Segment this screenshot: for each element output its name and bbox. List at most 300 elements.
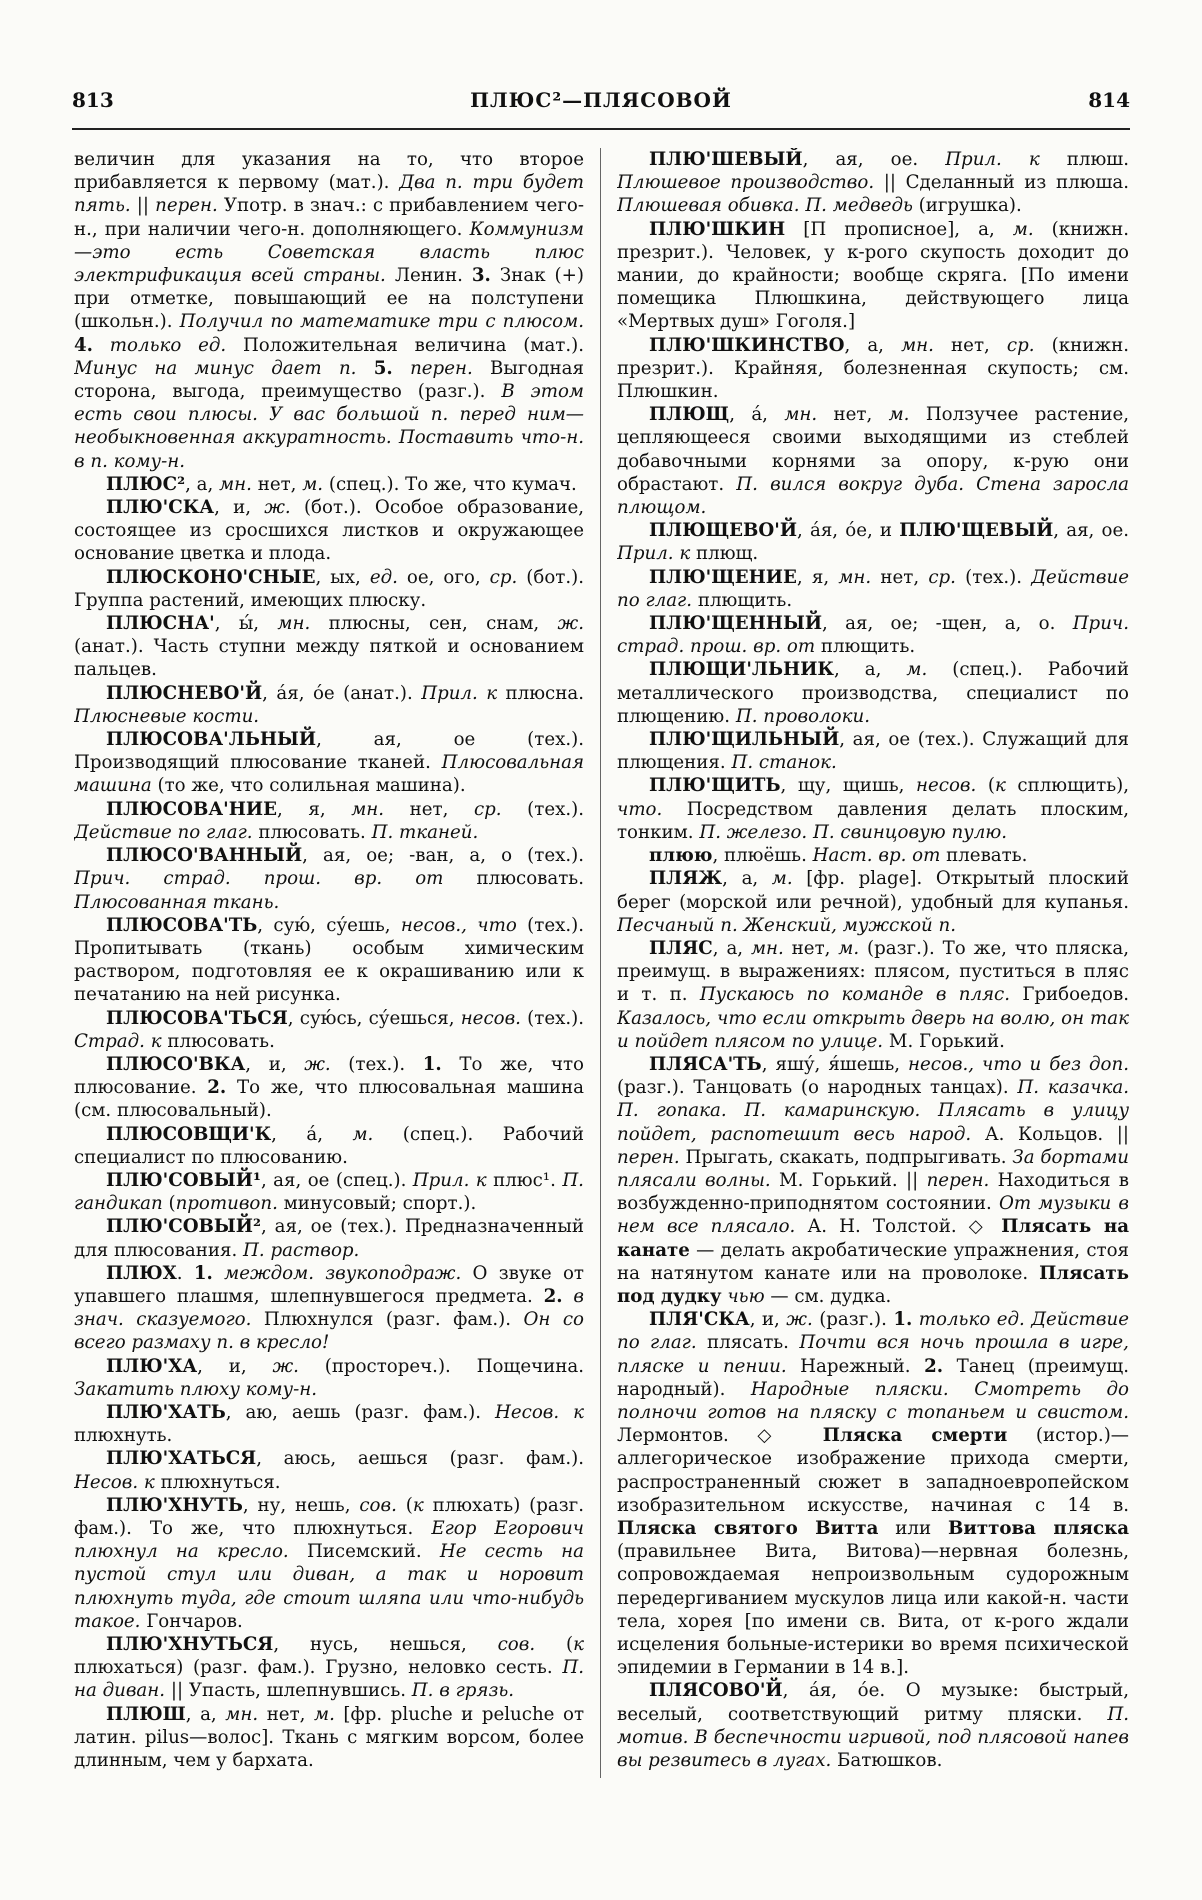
italic-text: перен. — [155, 195, 218, 217]
entry-text: , а́, — [271, 1123, 353, 1145]
headword: Плясать на канате — [617, 1216, 1129, 1261]
italic-text: П. раствор. — [243, 1239, 360, 1261]
entry-text: нет, — [258, 1703, 314, 1725]
entry-text: Нарежный. — [786, 1355, 925, 1377]
italic-text: ж. — [272, 1355, 299, 1377]
italic-text: П. гандикап — [74, 1169, 584, 1215]
right-column — [617, 148, 1129, 1868]
entry-text: , а́, — [729, 404, 785, 426]
dictionary-entry — [74, 1215, 584, 1261]
entry-text: , щу, щишь, — [780, 775, 917, 797]
entry-text: Находиться в возбужденно-приподнятом состоянии. — [617, 1169, 1129, 1215]
italic-text: несов., что — [400, 914, 517, 936]
entry-text: плюсовать. — [443, 868, 584, 890]
dictionary-entry — [74, 1447, 584, 1493]
dictionary-entry — [74, 612, 584, 682]
entry-text: ( — [976, 775, 995, 797]
entry-text: Ленин. — [385, 265, 472, 287]
entry-text: — делать акробатические упражнения, стоя на натянутом канате или на проволоке. — [617, 1239, 1129, 1284]
entry-text — [563, 1286, 574, 1307]
italic-text: сов. — [497, 1634, 536, 1655]
italic-text: мн. — [219, 473, 252, 495]
italic-text: перен. — [926, 1169, 990, 1191]
entry-text: , ая, ое. — [1053, 520, 1129, 542]
entry-text: , а́я, о́е, и — [797, 520, 900, 542]
italic-text: ж. — [557, 613, 584, 635]
italic-text: ср. — [489, 566, 518, 588]
entry-text: , а, — [185, 473, 220, 495]
entry-text: , а, — [185, 1703, 226, 1725]
italic-text: ср. — [928, 566, 956, 588]
italic-text: Несов. к — [495, 1401, 584, 1423]
italic-text: мн. — [277, 613, 311, 635]
dictionary-entry — [74, 1703, 584, 1773]
entry-text: (спец.). Рабочий специалист по плюсованию. — [74, 1123, 584, 1168]
italic-text: П. на диван. — [74, 1657, 584, 1702]
headword: ПЛЮ'ЩЕННЫЙ — [649, 613, 823, 635]
italic-text: м. — [771, 868, 793, 890]
entry-text: (спец.). То же, что кумач. — [323, 473, 577, 495]
italic-text: ж. — [264, 497, 291, 519]
entry-text: Знак (+) при отметке, повышающий ее на полступени (школьн.). — [74, 265, 584, 333]
entry-text: нет, — [817, 404, 889, 426]
dictionary-entry — [74, 682, 584, 728]
italic-text: ед. — [369, 566, 398, 588]
headword: ПЛЮСОВА'НИЕ — [106, 798, 277, 820]
entry-text: ое, ого, — [397, 566, 490, 588]
italic-text: П. железо. П. свинцовую пулю. — [699, 821, 1008, 843]
entry-text: То же, что плюсование. — [74, 1053, 584, 1099]
dictionary-entry — [617, 403, 1129, 519]
italic-text: мн. — [901, 334, 934, 356]
entry-text: плюсовать. — [161, 1030, 275, 1052]
entry-text: . — [176, 1262, 194, 1284]
italic-text: перен. — [410, 357, 473, 379]
dictionary-entry — [74, 1053, 584, 1123]
headword: ПЛЯЖ — [649, 868, 723, 890]
dictionary-entry — [74, 1169, 584, 1215]
entry-text: (тех.). — [955, 566, 1032, 588]
entry-text: плющ. — [690, 543, 759, 565]
entry-text: плющить. — [815, 636, 916, 658]
dictionary-entry — [617, 774, 1129, 844]
entry-text: (разг.). То же, что пляска, преимущ. в выражениях: плясом, пуститься в пляс и т. п. — [617, 937, 1129, 1006]
dictionary-entry — [617, 519, 1129, 565]
entry-text: , сую́, су́ешь, — [257, 914, 401, 936]
entry-text: , ая, ое; -щен, а, о. — [822, 613, 1073, 635]
entry-text: , а, — [722, 868, 772, 890]
entry-text: ( — [535, 1634, 574, 1655]
italic-text: Прил. к — [412, 1169, 487, 1191]
headword: ПЛЯСА'ТЬ — [649, 1053, 762, 1075]
headword: Пляска смерти — [822, 1425, 1008, 1447]
entry-text: (бот.). Группа растений, имеющих плюску. — [74, 566, 584, 611]
headword: 2. — [207, 1077, 227, 1099]
entry-text: Плюхнулся (разг. фам.). — [251, 1309, 524, 1331]
italic-text: П. мотив. В беспечности игривой, под плясовой напев вы резвитесь в лугах. — [617, 1703, 1129, 1772]
headword: ПЛЮСОВА'ЛЬНЫЙ — [106, 729, 317, 751]
entry-text: (игрушка). — [912, 195, 1022, 217]
italic-text: м. — [838, 937, 860, 959]
italic-text: м. — [352, 1123, 374, 1145]
entry-text: М. Горький. — [883, 1030, 1005, 1052]
italic-text: Пускаюсь по команде в пляс. — [699, 984, 1011, 1006]
italic-text: Прич. страд. прош. вр. от — [74, 868, 444, 890]
page-number-right: 814 — [1088, 88, 1130, 112]
entry-text: [П прописное], а, — [785, 218, 1013, 240]
headword: ПЛЮ'ХА — [106, 1355, 198, 1377]
entry-text: (спец.). Рабочий металлического производства, специалист по плющению. — [617, 659, 1129, 727]
entry-text: || — [130, 195, 156, 217]
italic-text: ж. — [786, 1309, 813, 1331]
entry-text: Ползучее растение, цепляющееся своими выходящими из стеблей добавочными корнями за опору, к-рую они обрастают. — [617, 404, 1129, 495]
entry-text: Употр. в знач.: с прибавлением чего-н., при наличии чего-н. дополняющего. — [74, 195, 584, 240]
dictionary-entry — [74, 473, 584, 496]
dictionary-entry — [617, 218, 1129, 334]
dictionary-entry — [617, 658, 1129, 728]
entry-text: || Упасть, шлепнувшись. — [165, 1680, 412, 1702]
entry-text: (книжн. презрит.). Крайняя, болезненная скупость; см. Плюшкин. — [617, 334, 1129, 403]
dictionary-entry — [617, 844, 1129, 867]
dictionary-entry — [617, 148, 1129, 218]
headword: Виттова пляска — [948, 1517, 1129, 1539]
entry-text — [393, 358, 410, 379]
italic-text: Плюшевое производство. — [617, 172, 875, 194]
entry-text: Лермонтов. ◇ — [617, 1425, 823, 1447]
entry-text: Писемский. — [288, 1541, 440, 1563]
italic-text: чью — [727, 1285, 765, 1307]
entry-text: Положительная величина (мат.). — [226, 334, 584, 356]
headword: 3. — [471, 265, 491, 287]
headword: 2. — [543, 1285, 563, 1307]
headword: ПЛЮ'ЩИТЬ — [649, 775, 781, 797]
italic-text: только ед. Действие по глаг. — [617, 1309, 1129, 1354]
entry-text: , плюёшь. — [712, 845, 813, 867]
italic-text: Два п. три будет пять. — [74, 172, 584, 217]
headword: 1. — [893, 1309, 913, 1331]
italic-text: Плюсовальная машина — [74, 752, 584, 797]
entry-text: плюсовать. — [252, 821, 372, 843]
entry-text: ( — [396, 1494, 413, 1516]
italic-text: Прич. страд. прош. вр. от — [617, 613, 1129, 658]
entry-text: (простореч.). Пощечина. — [298, 1355, 584, 1377]
dictionary-entry — [617, 566, 1129, 612]
entry-text: Выгодная сторона, выгода, преимущество (разг.). — [74, 357, 584, 403]
column-divider — [600, 148, 601, 1778]
headword: ПЛЯ'СКА — [649, 1309, 750, 1331]
entry-text: величин для указания на то, что второе прибавляется к первому (мат.). — [74, 149, 584, 194]
entry-text: Грибоедов. — [1010, 984, 1129, 1006]
headword: ПЛЮЩИ'ЛЬНИК — [649, 659, 834, 681]
entry-text: , я, — [276, 798, 352, 820]
dictionary-entry — [617, 612, 1129, 658]
headword: ПЛЮ'ЩЕНИЕ — [649, 566, 797, 588]
entry-text: , и, — [197, 1355, 273, 1377]
headword: ПЛЮ'СОВЫЙ¹ — [106, 1169, 261, 1191]
italic-text: П. тканей. — [371, 821, 479, 843]
dictionary-entry — [617, 1308, 1129, 1679]
dictionary-entry — [74, 1401, 584, 1447]
entry-text: (анат.). Часть ступни между пяткой и основанием пальцев. — [74, 636, 584, 681]
entry-text: (истор.)—аллегорическое изображение прихода смерти, распространенный сюжет в западноевропейском изобразительном искусстве, начиная с 14 в. — [617, 1425, 1129, 1516]
italic-text: междом. звукоподраж. — [224, 1262, 462, 1284]
entry-text: , а, — [712, 937, 751, 959]
entry-continuation — [74, 148, 584, 473]
italic-text: П. станок. — [731, 752, 837, 774]
entry-text: , ы́, — [214, 613, 278, 635]
dictionary-entry — [617, 1679, 1129, 1772]
headword: ПЛЮЩЕВО'Й — [649, 520, 798, 542]
dictionary-entry — [74, 566, 584, 612]
entry-text: минусовый; спорт.). — [277, 1193, 477, 1215]
italic-text: мн. — [784, 404, 818, 426]
italic-text: Почти вся ночь прошла в игре, пляске и пении. — [617, 1332, 1129, 1377]
entry-text: , ая, ое (тех.). Служащий для плющения. — [617, 729, 1129, 774]
entry-text: плюс¹. — [486, 1169, 563, 1191]
italic-text: несов. — [916, 775, 977, 797]
entry-text: (бот.). Особое образование, состоящее из сросшихся листков и окружающее основание цветка и плода. — [74, 497, 584, 565]
entry-text: , а́я, о́е. О музыке: быстрый, веселый, соответствующий ритму пляски. — [617, 1680, 1129, 1725]
italic-text: противоп. — [175, 1193, 278, 1215]
headword: 1. — [422, 1053, 442, 1075]
italic-text: м. — [302, 473, 324, 495]
italic-text: м. — [1012, 218, 1034, 240]
italic-text: Егор Егорович плюхнул на кресло. — [74, 1517, 584, 1563]
entry-text: , и, — [245, 1053, 305, 1075]
headword: ПЛЮ'ХНУТЬСЯ — [106, 1634, 274, 1655]
headword: ПЛЮСНЕВО'Й — [106, 682, 263, 704]
italic-text: В этом есть свои плюсы. У вас большой п. перед ним—необыкновенная аккуратность. Поставить что-н. в п. кому-н. — [74, 381, 584, 472]
entry-text: (тех.). — [330, 1053, 423, 1075]
dictionary-entry — [74, 798, 584, 844]
entry-text: (тех.). — [501, 798, 584, 820]
entry-text: [фр. pluche и peluche от латин. pilus—волос]. Ткань с мягким ворсом, более длинным, чем у бархата. — [74, 1703, 584, 1772]
italic-text: Плюшевая обивка. П. медведь — [617, 195, 913, 217]
page-header — [72, 88, 1130, 128]
headword: ПЛЯС — [649, 937, 713, 959]
headword: ПЛЮ'ХНУТЬ — [106, 1494, 243, 1516]
entry-text: , ну, нешь, — [242, 1494, 360, 1516]
dictionary-entry — [74, 1123, 584, 1169]
headword: ПЛЮ'СКА — [106, 497, 215, 519]
entry-text: , а, — [833, 659, 907, 681]
dictionary-entry — [617, 1053, 1129, 1308]
entry-text: , нусь, нешься, — [273, 1634, 498, 1655]
dictionary-entry — [617, 937, 1129, 1053]
italic-text: несов. — [460, 1007, 521, 1029]
italic-text: в знач. сказуемого. — [74, 1285, 584, 1331]
italic-text: Народные пляски. Смотреть до полночи готов на пляску с топаньем и свистом. — [617, 1378, 1129, 1423]
dictionary-entry — [74, 496, 584, 566]
headword: ПЛЮСО'ВКА — [106, 1053, 246, 1075]
entry-text: , ая, ое (тех.). Производящий плюсование тканей. — [74, 729, 584, 774]
entry-text: (разг.). Танцовать (о народных танцах). — [617, 1077, 1018, 1099]
headword: ПЛЮ'ШЕВЫЙ — [649, 149, 803, 170]
italic-text: Минус на минус дает п. — [74, 357, 357, 379]
italic-text: м. — [888, 404, 910, 426]
headword: ПЛЮ'ХАТЬСЯ — [106, 1448, 257, 1470]
entry-text — [356, 358, 373, 379]
italic-text: ср. — [473, 798, 502, 820]
headword: ПЛЮСКОНО'СНЫЕ — [106, 566, 316, 588]
entry-text: , я, — [796, 566, 839, 588]
entry-text: (разг.). — [812, 1309, 894, 1331]
entry-text: , ая, ое; -ван, а, о (тех.). — [302, 845, 584, 867]
italic-text: мн. — [750, 937, 784, 959]
entry-text: плюхнуться. — [154, 1471, 281, 1493]
entry-text: , аю, аешь (разг. фам.). — [225, 1401, 496, 1423]
entry-text: , ая, ое. — [802, 149, 946, 170]
entry-text: плюхаться) (разг. фам.). Грузно, неловко сесть. — [74, 1657, 563, 1679]
entry-text: , аюсь, аешься (разг. фам.). — [256, 1448, 584, 1470]
italic-text: Плюсованная ткань. — [74, 891, 280, 913]
entry-text: , ых, — [315, 566, 370, 588]
italic-text: За бортами плясали волны. — [617, 1146, 1129, 1191]
headword: 4. — [74, 334, 93, 356]
headword: Плясать под дудку — [617, 1262, 1129, 1307]
headword: ПЛЮХ — [106, 1262, 177, 1284]
entry-text: нет, — [783, 937, 839, 959]
italic-text: мн. — [351, 798, 385, 820]
entry-text — [213, 1263, 224, 1284]
italic-text: к — [412, 1494, 424, 1516]
entry-text: или — [878, 1517, 948, 1539]
dictionary-entry — [617, 334, 1129, 404]
italic-text: м. — [906, 659, 928, 681]
entry-text: (правильнее Вита, Витова)—нервная болезнь, сопровождаемая непроизвольным судорожным передергиванием мускулов лица или какой-н. части тела, хорея [по имени св. Вита, от к-рого ждали исцеления больные-истерики во время психической эпидемии в Германии в 14 в.]. — [617, 1541, 1129, 1679]
running-title: ПЛЮС²—ПЛЯСОВОЙ — [470, 88, 732, 112]
entry-text: М. Горький. || — [770, 1169, 927, 1191]
entry-text: нет, — [384, 798, 474, 820]
entry-text: || Сделанный из плюша. — [874, 172, 1129, 194]
italic-text: От музыки в нем все плясало. — [617, 1193, 1129, 1238]
headword: ПЛЮЩ — [649, 404, 730, 426]
headword: 5. — [373, 357, 393, 379]
entry-text: нет, — [933, 334, 1007, 356]
entry-text: Батюшков. — [831, 1750, 943, 1772]
italic-text: Плюсневые кости. — [74, 705, 260, 727]
italic-text: к — [994, 775, 1006, 797]
headword: ПЛЮ'ШКИН — [649, 218, 786, 240]
italic-text: Страд. к — [74, 1030, 162, 1052]
headword: ПЛЮШ — [106, 1703, 186, 1725]
entry-text: (книжн. презрит.). Человек, у к-рого скупость доходит до мании, до крайности; вообще скряга. [По имени помещика Плюшкина, действующего лица «Мертвых душ» Гоголя.] — [617, 218, 1129, 333]
italic-text: только ед. — [109, 334, 227, 356]
entry-text: плющить. — [692, 589, 793, 611]
dictionary-entry — [74, 1494, 584, 1633]
italic-text: перен. — [617, 1146, 680, 1168]
entry-text: плюш. — [1039, 149, 1129, 170]
italic-text: Казалось, что если открыть дверь на волю, он так и пойдет плясом по улице. — [617, 1007, 1129, 1052]
italic-text: несов., что и без доп. — [908, 1053, 1129, 1075]
italic-text: Несов. к — [74, 1471, 155, 1493]
italic-text: Действие по глаг. — [74, 821, 253, 843]
italic-text: Прил. к — [421, 682, 498, 704]
italic-text: мн. — [838, 566, 872, 588]
headword: ПЛЮС² — [106, 473, 186, 495]
entry-text: , яшу́, я́шешь, — [761, 1053, 909, 1075]
entry-text: — см. дудка. — [764, 1285, 892, 1307]
headword: ПЛЮСОВЩИ'К — [106, 1123, 272, 1145]
entry-text: плясать. — [696, 1332, 800, 1354]
italic-text: Песчаный п. Женский, мужской п. — [617, 914, 957, 936]
entry-text: , а́я, о́е (анат.). — [262, 682, 422, 704]
headword: ПЛЮ'СОВЫЙ² — [106, 1216, 261, 1238]
italic-text: ср. — [1006, 334, 1035, 356]
italic-text: сов. — [359, 1494, 397, 1516]
italic-text: Коммунизм—это есть Советская власть плюс электрификация всей страны. — [74, 218, 584, 287]
entry-text: (тех.). Пропитывать (ткань) особым химическим раствором, подготовляя ее к окрашиванию или к печатанию на ней рисунка. — [74, 914, 584, 1006]
entry-text: , ая, ое (тех.). Предназначенный для плюсования. — [74, 1216, 584, 1261]
header-rule — [72, 128, 1130, 130]
entry-text: Танец (преимущ. народный). — [617, 1355, 1129, 1400]
italic-text: Прил. к — [945, 149, 1040, 170]
italic-text: Наст. вр. от — [812, 845, 941, 867]
italic-text: Получил по математике три с плюсом. — [179, 311, 584, 333]
headword: ПЛЮСОВА'ТЬ — [106, 914, 258, 936]
italic-text: мн. — [225, 1703, 259, 1725]
entry-text: нет, — [871, 566, 929, 588]
entry-text: плюсны, сен, снам, — [310, 613, 558, 635]
italic-text: Прил. к — [617, 543, 691, 565]
entry-text: плевать. — [940, 845, 1028, 867]
italic-text: что. — [617, 798, 663, 820]
entry-text: , а, — [844, 334, 902, 356]
headword: ПЛЮСО'ВАННЫЙ — [106, 845, 303, 867]
headword: плюю — [649, 845, 713, 867]
italic-text: ж. — [304, 1053, 331, 1075]
dictionary-entry — [74, 914, 584, 1007]
italic-text: П. казачка. П. гопака. П. камаринскую. Плясать в улицу пойдет, распотешит весь народ. — [617, 1077, 1129, 1145]
entry-text: плюхнуть. — [74, 1425, 173, 1447]
entry-text: Прыгать, скакать, подпрыгивать. — [679, 1146, 1013, 1168]
headword: ПЛЮ'ЩИЛЬНЫЙ — [649, 729, 840, 751]
headword: Пляска святого Витта — [617, 1517, 879, 1539]
entry-text: (то же, что солильная машина). — [151, 775, 466, 797]
headword: ПЛЮ'ЩЕВЫЙ — [899, 520, 1054, 542]
headword: 1. — [193, 1262, 213, 1284]
entry-text: , и, — [749, 1309, 787, 1331]
entry-text: , и, — [214, 497, 265, 519]
dictionary-entry — [74, 1355, 584, 1401]
entry-text: ( — [162, 1193, 176, 1215]
page-number-left: 813 — [72, 88, 114, 112]
entry-text: (тех.). — [520, 1007, 584, 1029]
dictionary-entry — [74, 1007, 584, 1053]
entry-text: Посредством давления делать плоским, тонким. — [617, 798, 1129, 843]
dictionary-entry — [617, 728, 1129, 774]
entry-text: А. Кольцов. || — [971, 1123, 1129, 1145]
headword: ПЛЯСОВО'Й — [649, 1680, 783, 1702]
dictionary-entry — [74, 844, 584, 914]
headword: ПЛЮ'ШКИНСТВО — [649, 334, 845, 356]
entry-text: , сую́сь, су́ешься, — [287, 1007, 461, 1029]
headword: ПЛЮ'ХАТЬ — [106, 1401, 226, 1423]
italic-text: П. проволоки. — [735, 705, 870, 727]
entry-text: нет, — [251, 473, 303, 495]
entry-text: [фр. plage]. Открытый плоский берег (морской или речной), удобный для купанья. — [617, 868, 1129, 913]
entry-text: , ая, ое (спец.). — [260, 1169, 413, 1191]
entry-text: сплющить), — [1005, 775, 1129, 797]
italic-text: П. вился вокруг дуба. Стена заросла плющом. — [617, 473, 1129, 519]
italic-text: П. в грязь. — [411, 1680, 515, 1702]
italic-text: Действие по глаг. — [617, 566, 1129, 611]
entry-text: А. Н. Толстой. ◇ — [795, 1216, 1002, 1238]
headword: 2. — [924, 1355, 944, 1377]
entry-text — [93, 335, 110, 356]
entry-text: То же, что плюсовальная машина (см. плюсовальный). — [74, 1077, 584, 1122]
dictionary-entry — [74, 728, 584, 798]
